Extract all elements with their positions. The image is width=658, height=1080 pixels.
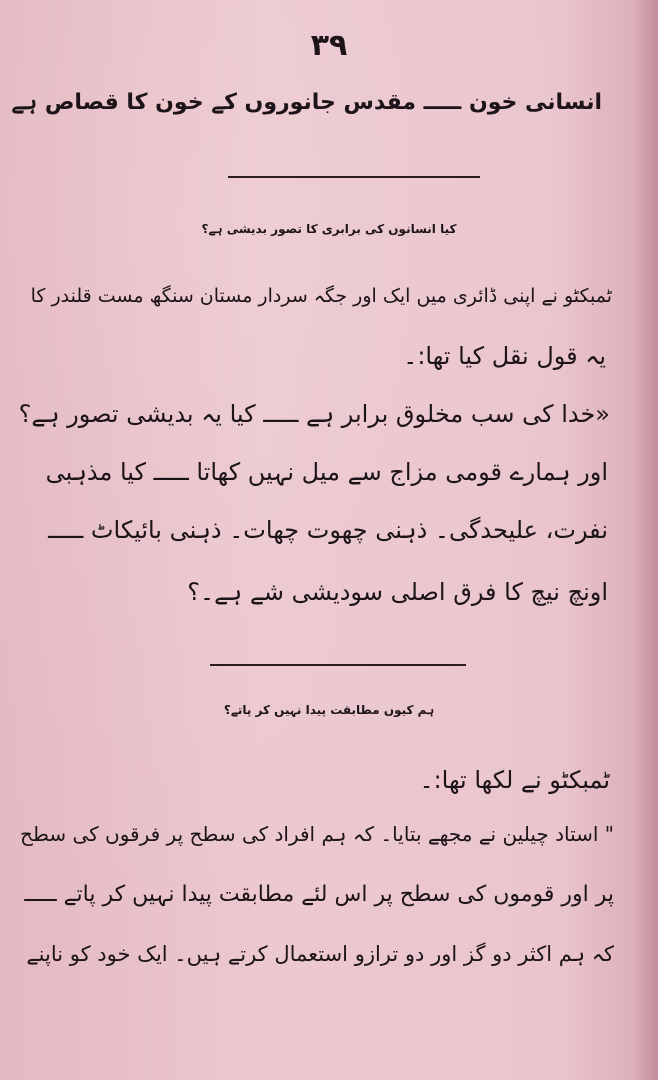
page-number: ۳۹ (310, 28, 348, 63)
section2-line-2: " استاد چیلین نے مجھے بتایا۔ کہ ہم افراد کی سطح پر فرقوں کی سطح (20, 822, 614, 846)
section1-line-3: «خدا کی سب مخلوق برابر ہے ـــــ کیا یہ بدیشی تصور ہے؟ (18, 400, 610, 428)
section2-line-4: کہ ہم اکثر دو گز اور دو ترازو استعمال کرتے ہیں۔ ایک خود کو ناپنے (26, 942, 614, 966)
section1-line-2: یہ قول نقل کیا تھا:۔ (403, 342, 606, 370)
page-edge-shadow (632, 0, 658, 1080)
section2-line-1: ٹمبکٹو نے لکھا تھا:۔ (419, 766, 610, 794)
section1-line-6: اونچ نیچ کا فرق اصلی سودیشی شے ہے۔؟ (187, 578, 608, 606)
section1-line-4: اور ہمارے قومی مزاج سے میل نہیں کھاتا ـــــ کیا مذہبی (45, 458, 608, 486)
section-divider-2 (210, 664, 466, 666)
section2-heading: ہم کیوں مطابقت پیدا نہیں کر پاتے؟ (223, 703, 435, 717)
section1-heading: کیا انسانوں کی برابری کا تصور بدیشی ہے؟ (201, 222, 457, 236)
section1-line-5: نفرت، علیحدگی۔ ذہنی چھوت چھات۔ ذہنی بائیکاٹ ـــــ (48, 516, 608, 544)
section-divider-1 (228, 176, 480, 178)
top-line: انسانی خون ـــــ مقدس جانوروں کے خون کا قصاص ہے (11, 90, 602, 115)
section1-line-1: ٹمبکٹو نے اپنی ڈائری میں ایک اور جگہ سردار مستان سنگھ مست قلندر کا (30, 285, 612, 307)
section2-line-3: پر اور قوموں کی سطح پر اس لئے مطابقت پیدا نہیں کر پاتے ـــــ (24, 882, 614, 907)
